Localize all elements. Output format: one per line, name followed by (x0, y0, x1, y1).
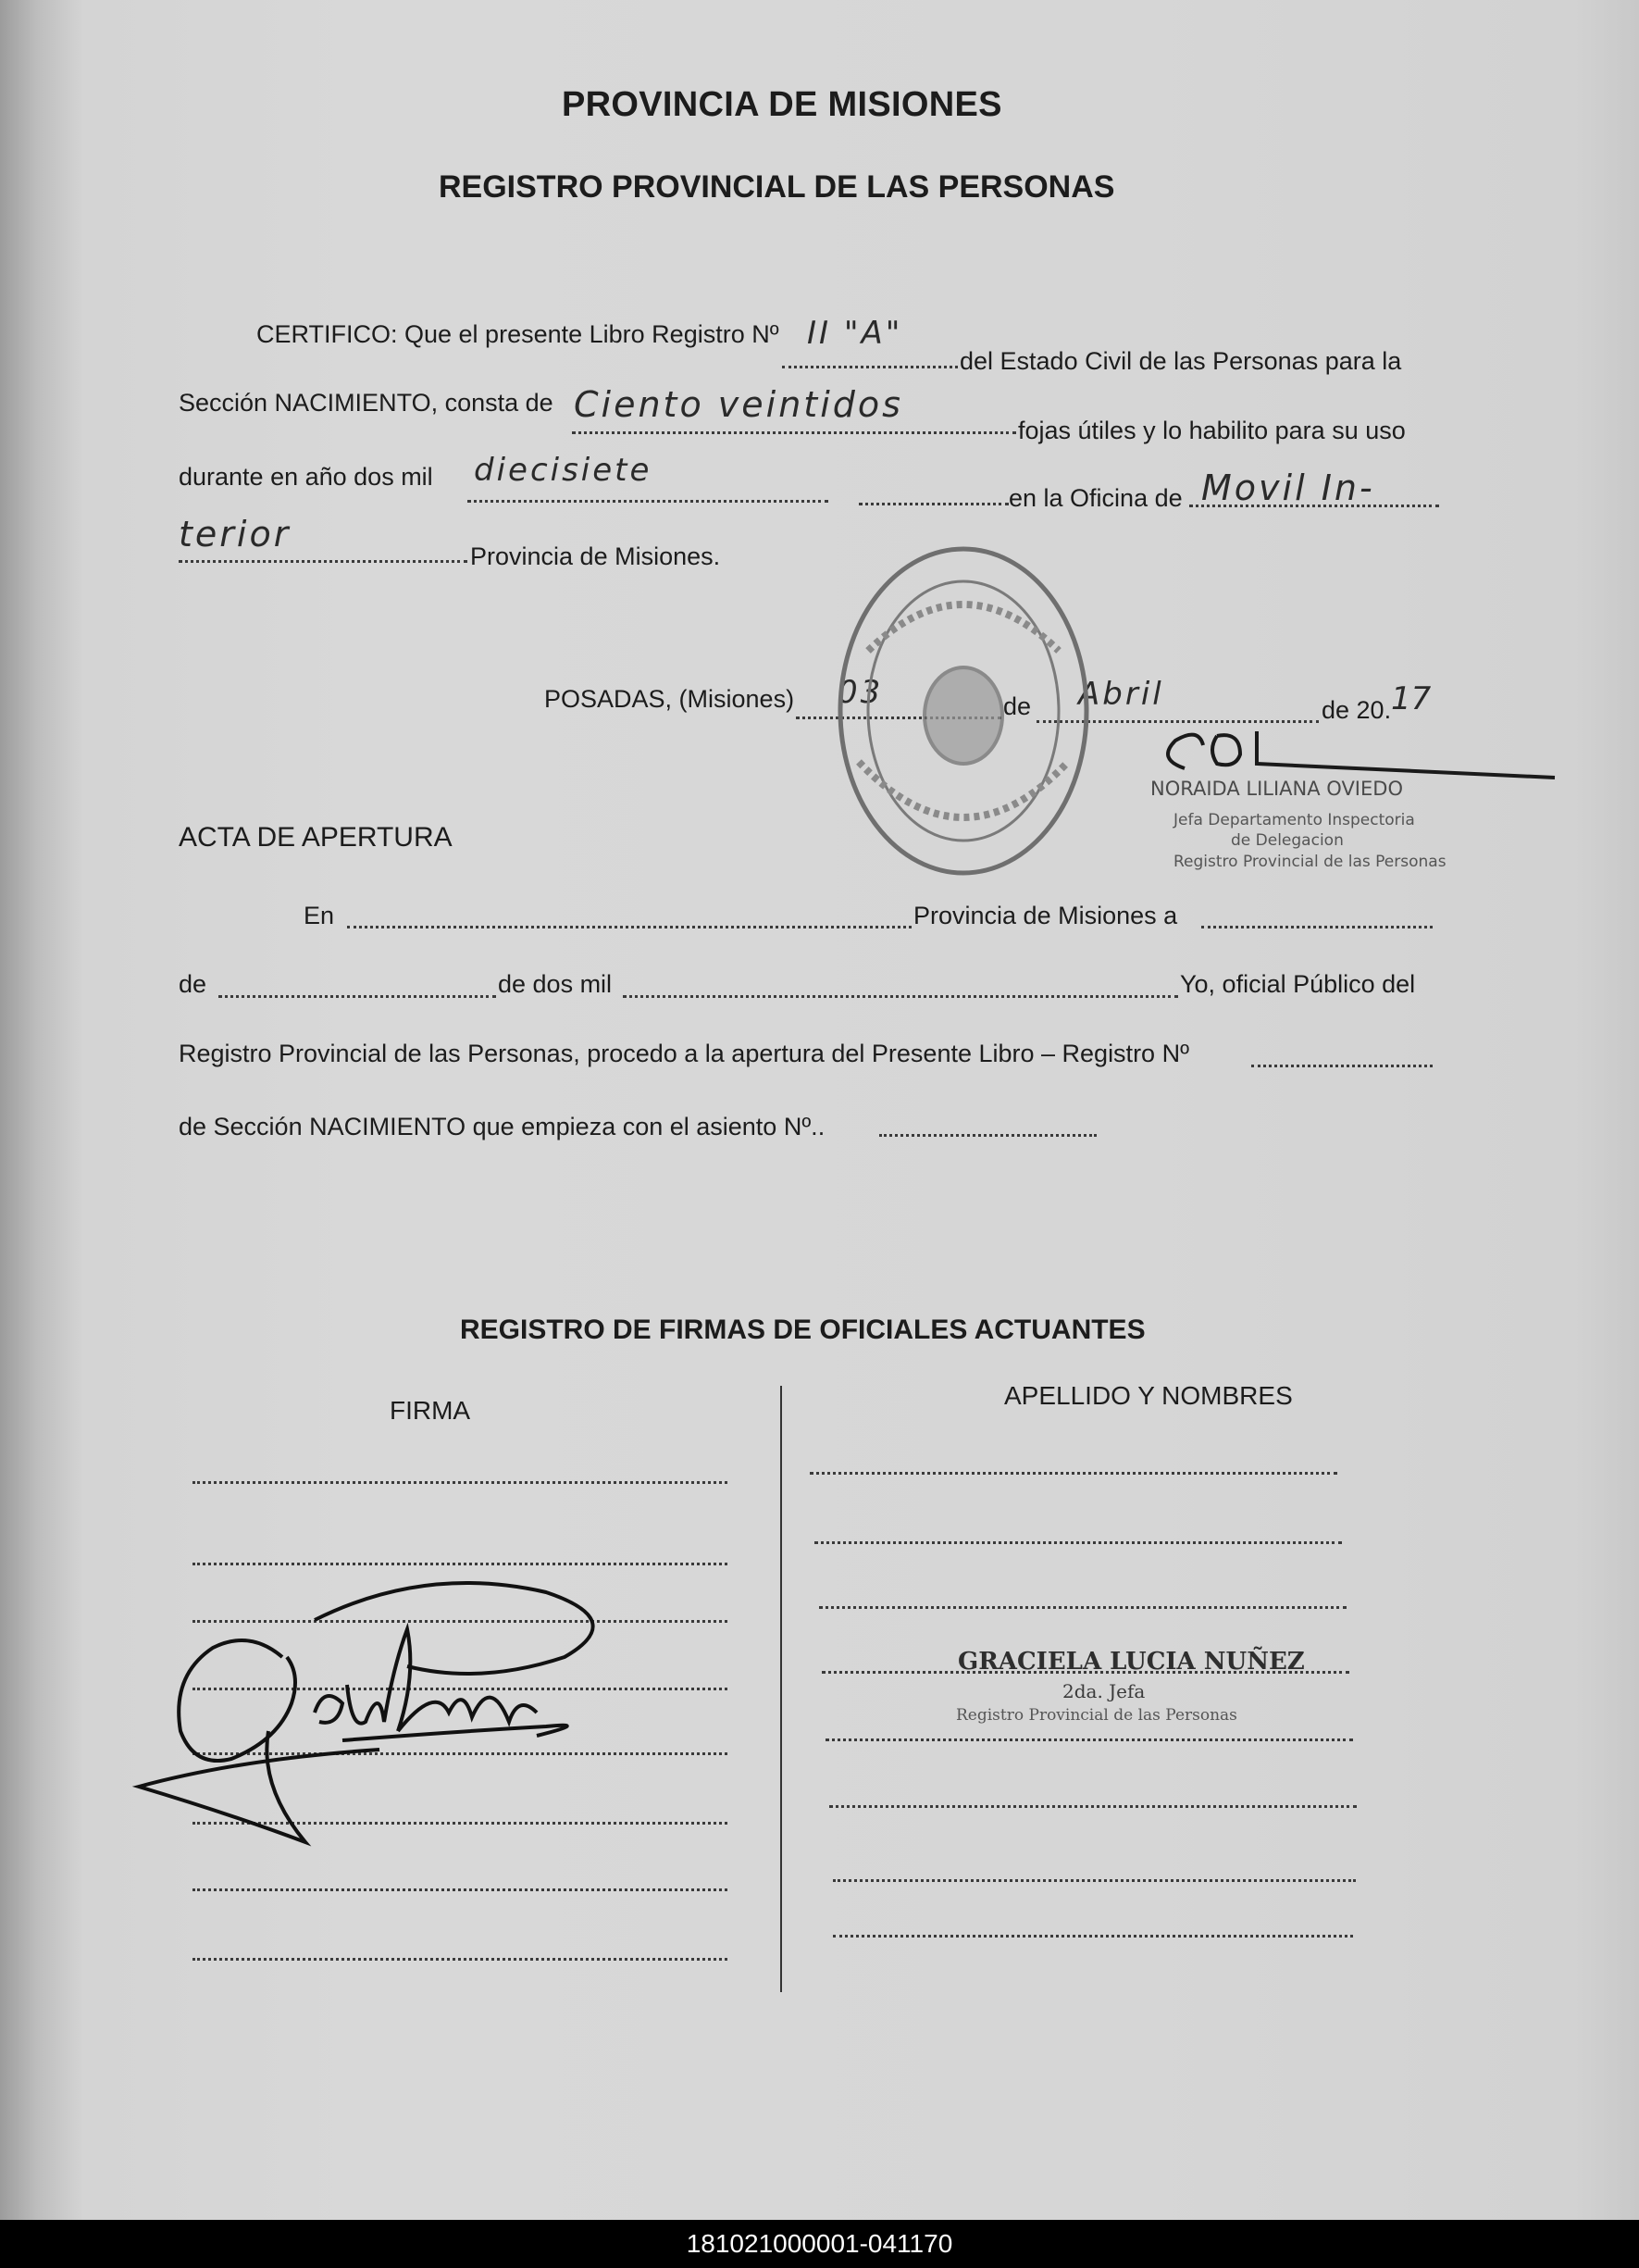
sello-cargo: 2da. Jefa (1062, 1680, 1146, 1702)
col-nombres-header: APELLIDO Y NOMBRES (1004, 1381, 1293, 1410)
oficina-handwritten-1: Movil In- (1201, 467, 1375, 508)
document-title: PROVINCIA DE MISIONES (562, 85, 1002, 124)
anio-prefijo: de 20. (1322, 696, 1392, 724)
jefa-cargo-3: Registro Provincial de las Personas (1173, 853, 1447, 871)
dia-handwritten: 03 (838, 674, 884, 711)
oficina-handwritten-2: terior (179, 514, 292, 555)
lugar-label: POSADAS, (Misiones) (544, 685, 795, 713)
nombre-line (833, 1879, 1356, 1882)
nombre-line (810, 1472, 1337, 1475)
document-subtitle: REGISTRO PROVINCIAL DE LAS PERSONAS (439, 169, 1115, 205)
fojas-handwritten: Ciento veintidos (574, 384, 903, 425)
acta-l1-a: En (304, 902, 335, 929)
nombre-line (833, 1935, 1353, 1938)
sello-nombre: GRACIELA LUCIA NUÑEZ (958, 1648, 1305, 1676)
acta-l2-b: de dos mil (498, 970, 613, 998)
firma-line (192, 1888, 727, 1891)
firma-line (192, 1958, 727, 1961)
anio-handwritten: diecisiete (474, 452, 652, 489)
jefa-iniciales (0, 0, 2, 1)
certificado-line3-b: en la Oficina de (1009, 484, 1183, 512)
certificado-line4-b: Provincia de Misiones. (470, 542, 721, 570)
acta-l3-a: Registro Provincial de las Personas, procedo a la apertura del Presente Libro – Registro Nº (179, 1040, 1189, 1067)
mes-handwritten: Abril (1078, 676, 1164, 713)
nombre-line (829, 1805, 1357, 1808)
official-seal-stamp (831, 540, 1096, 882)
column-divider (780, 1386, 782, 1992)
jefa-cargo-1: Jefa Departamento Inspectoria (1173, 811, 1415, 829)
certificado-line1-b: del Estado Civil de las Personas para la (960, 347, 1402, 375)
acta-titulo: ACTA DE APERTURA (179, 822, 453, 853)
jefa-nombre: NORAIDA LILIANA OVIEDO (1150, 778, 1403, 800)
nombre-line (826, 1738, 1353, 1741)
firma-line (192, 1481, 727, 1484)
anio-sufijo-handwritten: 17 (1391, 680, 1432, 717)
nombre-line (819, 1606, 1347, 1609)
acta-l2-a: de (179, 970, 207, 998)
acta-l4-a: de Sección NACIMIENTO que empieza con el asiento Nº.. (179, 1113, 826, 1140)
certificado-line3-a: durante en año dos mil (179, 463, 433, 491)
acta-l1-b: Provincia de Misiones a (913, 902, 1178, 929)
acta-l2-c: Yo, oficial Público del (1180, 970, 1416, 998)
firmas-titulo: REGISTRO DE FIRMAS DE OFICIALES ACTUANTES (460, 1315, 1146, 1345)
certificado-line1-a: CERTIFICO: Que el presente Libro Registro Nº (256, 320, 779, 348)
document-id-footer: 181021000001-041170 (0, 2220, 1639, 2268)
de-label: de (1003, 692, 1032, 720)
firma-line (192, 1563, 727, 1565)
certificado-line2-a: Sección NACIMIENTO, consta de (179, 389, 553, 417)
libro-numero-handwritten: II "A" (807, 315, 903, 352)
jefa-cargo-2: de Delegacion (1231, 831, 1344, 850)
nombre-line (814, 1541, 1342, 1544)
sello-registro: Registro Provincial de las Personas (956, 1706, 1237, 1725)
certificado-line2-b: fojas útiles y lo habilito para su uso (1018, 417, 1406, 444)
oficial-signature (130, 1574, 648, 1861)
col-firma-header: FIRMA (390, 1396, 471, 1425)
